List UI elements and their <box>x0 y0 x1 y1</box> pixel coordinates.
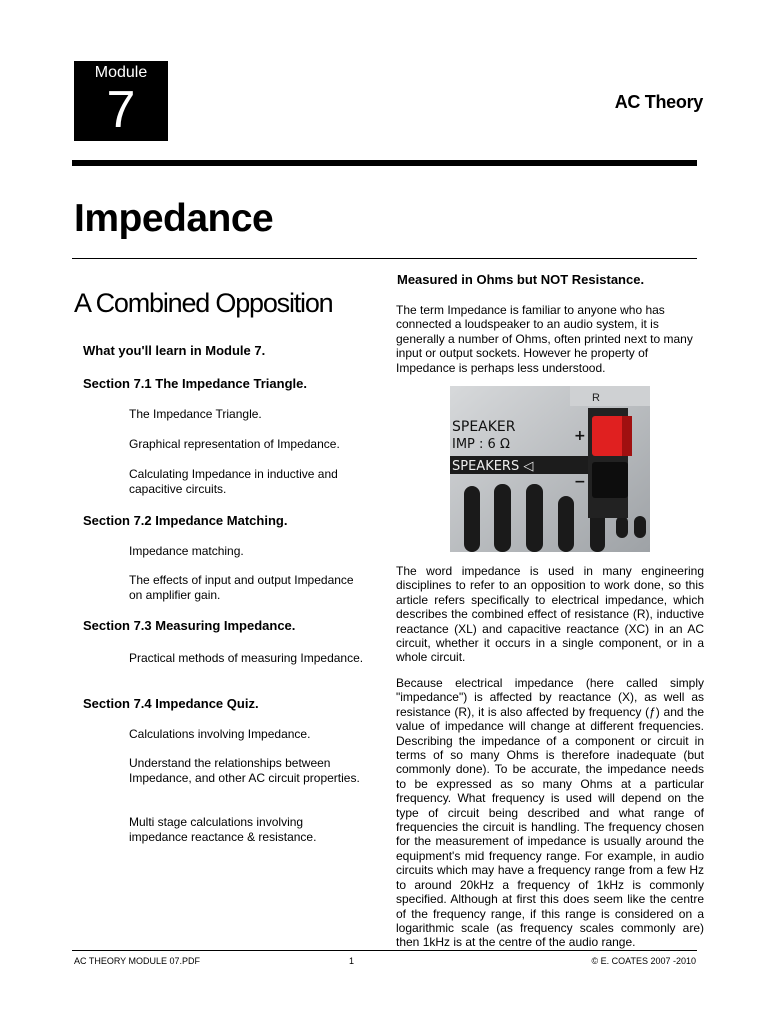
section-title: AC Theory <box>614 92 703 112</box>
footer-filename: AC THEORY MODULE 07.PDF <box>74 956 201 966</box>
photo-label-imp: IMP : 6 Ω <box>452 437 510 452</box>
section-heading: Section 7.2 Impedance Matching. <box>83 513 288 528</box>
photo-label-r: R <box>592 392 600 404</box>
subtitle: A Combined Opposition <box>74 288 333 318</box>
learn-heading: What you'll learn in Module 7. <box>83 343 266 358</box>
section-heading: Section 7.1 The Impedance Triangle. <box>83 376 307 391</box>
list-item: The Impedance Triangle. <box>129 407 262 421</box>
module-label: Module <box>94 64 148 81</box>
body-paragraph: Because electrical impedance (here called simply "impedance") is affected by reactance (X), as well as resistance (R), it is also affected by frequency (ƒ) and the value of impedance will change at different frequencies. Describing the impedance of a component or circuit in terms of so many Ohms is therefore inadequate (but commonly done). To be accurate, the impedance needs to be expressed as so many Ohms at a particular frequency. What frequency is used will depend on the type of circuit being described and what range of frequencies the circuit is handling. The frequency chosen for the measurement of impedance is usually around the equipment's mid frequency range. For example, in audio circuits which may have a frequency range from a few Hz to around 20kHz a frequency of 1kHz is commonly specified. Although at first this does seem like the centre of the frequency range, if this range is considered on a logarithmic scale (as frequency scales commonly are) then 1kHz is at the centre of the audio range. <box>396 676 704 950</box>
footer-divider <box>72 950 697 951</box>
list-item: Multi stage calculations involving impedance reactance & resistance. <box>129 815 317 844</box>
section-heading: Section 7.3 Measuring Impedance. <box>83 618 296 633</box>
list-item: Graphical representation of Impedance. <box>129 437 340 451</box>
list-item: The effects of input and output Impedance on amplifier gain. <box>129 573 354 602</box>
photo-label-minus: − <box>574 474 586 490</box>
header-divider <box>72 160 697 166</box>
page-number: 1 <box>349 956 355 966</box>
list-item: Understand the relationships between Impedance, and other AC circuit properties. <box>129 756 360 785</box>
page-title: Impedance <box>74 197 274 240</box>
footer-copyright: © E. COATES 2007 -2010 <box>591 956 696 966</box>
speaker-photo-illustration <box>450 386 650 552</box>
list-item: Calculating Impedance in inductive and capacitive circuits. <box>129 467 338 496</box>
title-divider <box>72 258 697 259</box>
speaker-terminal-photo <box>450 386 650 552</box>
photo-label-speaker: SPEAKER <box>452 419 516 435</box>
right-heading: Measured in Ohms but NOT Resistance. <box>397 272 645 287</box>
intro-paragraph: The term Impedance is familiar to anyone who has connected a loudspeaker to an audio system, it is generally a number of Ohms, often printed next to many input or output sockets. However he property of Impedance is perhaps less understood. <box>396 303 693 375</box>
section-heading: Section 7.4 Impedance Quiz. <box>83 696 259 711</box>
module-badge <box>74 61 168 141</box>
module-number: 7 <box>106 81 136 139</box>
body-paragraph: The word impedance is used in many engineering disciplines to refer to an opposition to work done, so this article refers specifically to electrical impedance, which describes the combined effect of resistance (R), inductive reactance (XL) and capacitive reactance (XC) in an AC circuit, whether it occurs in a single component, or in a whole circuit. <box>396 564 704 665</box>
photo-label-plus: + <box>574 428 586 444</box>
list-item: Calculations involving Impedance. <box>129 727 311 741</box>
photo-label-speakers: SPEAKERS ◁ <box>452 459 534 474</box>
list-item: Practical methods of measuring Impedance. <box>129 651 364 665</box>
list-item: Impedance matching. <box>129 544 244 558</box>
